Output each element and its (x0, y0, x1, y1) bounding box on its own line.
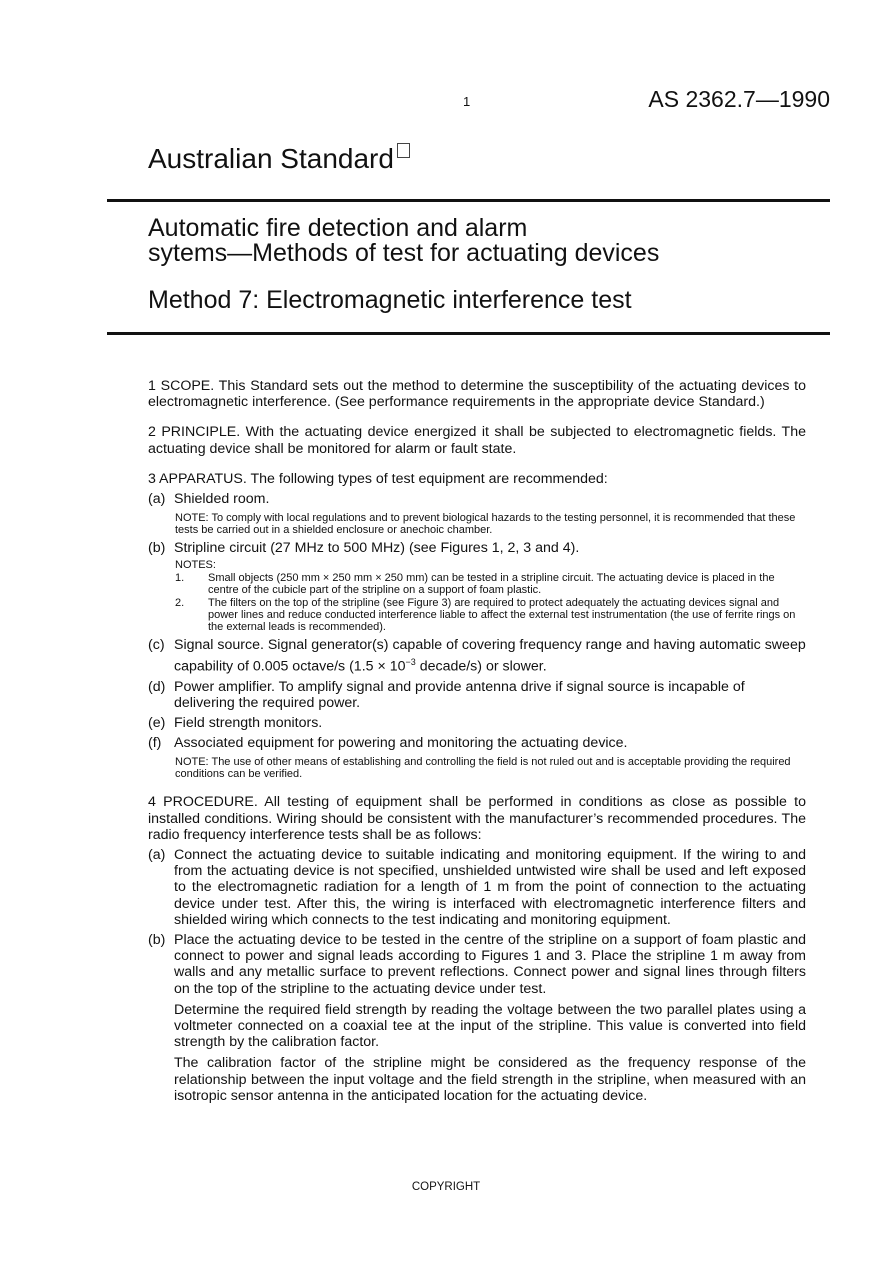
item-text: Shielded room. (174, 491, 270, 508)
bottom-rule (107, 332, 830, 335)
item-label: (b) (148, 540, 166, 557)
page-number: 1 (463, 94, 471, 109)
standard-label: Australian Standard (148, 143, 394, 174)
apparatus-item-f (148, 735, 806, 751)
item-paragraph: Place the actuating device to be tested in the centre of the stripline on a support of foam plastic and connect to power and signal leads according to Figures 1 and 3. Place the stripline 1 m away from walls and any metallic surface to prevent reflections. Connect power and signal lines through filters on the top of the stripline to the actuating device under test. (174, 932, 806, 997)
item-label: (c) (148, 637, 165, 654)
scope-section: 1 SCOPE. This Standard sets out the method to determine the susceptibility of the actuating devices to electromagnetic interference. (See performance requirements in the appropriate device Standard.) (148, 378, 806, 411)
title-line-2: sytems—Methods of test for actuating devices (148, 239, 660, 267)
note-a: NOTE: To comply with local regulations and to prevent biological hazards to the testing personnel, it is recommended that these tests be carried out in a shielded enclosure or anechoic chamber. (175, 512, 796, 537)
item-text: Connect the actuating device to suitable indicating and monitoring equipment. If the wiring to and from the actuating device is not specified, unshielded untwisted wire shall be used and left exposed to the electromagnetic radiation for a length of 1 m from the point of connection to the actuating device under test. After this, the wiring is interfaced with electromagnetic interference filters and shielded wiring which connects to the test indicating and monitoring equipment. (174, 846, 806, 928)
procedure-intro: 4 PROCEDURE. All testing of equipment shall be performed in conditions as close as possible to installed conditions. Wiring should be consistent with the manufacturer’s recommended procedures. The radio frequency interference tests shall be as follows: (148, 794, 806, 843)
note-item (175, 572, 806, 596)
item-label: (a) (148, 846, 166, 863)
principle-section: 2 PRINCIPLE. With the actuating device energized it shall be subjected to electromagnetic fields. The actuating device shall be monitored for alarm or fault state. (148, 424, 806, 457)
note-number: 2. (175, 597, 185, 610)
item-label: (a) (148, 491, 166, 508)
item-paragraph: Determine the required field strength by reading the voltage between the two parallel plates using a voltmeter connected on a coaxial tee at the input of the stripline. This value is converted into field strength by the calibration factor. (174, 1001, 806, 1051)
apparatus-item-a (148, 491, 806, 507)
note-item (175, 597, 806, 633)
item-text: Associated equipment for powering and monitoring the actuating device. (174, 735, 628, 752)
apparatus-item-c (148, 637, 806, 674)
apparatus-intro: 3 APPARATUS. The following types of test equipment are recommended: (148, 470, 608, 487)
registered-mark-icon (397, 143, 410, 158)
notes-b (175, 559, 806, 633)
item-text: Signal source. Signal generator(s) capable of covering frequency range and having automatic sweep capability of 0.005 octave/s (1.5 × 10 (174, 637, 806, 675)
standard-heading (148, 143, 410, 175)
notes-heading: NOTES: (175, 559, 216, 572)
copyright-footer: COPYRIGHT (411, 1181, 481, 1193)
item-text: Stripline circuit (27 MHz to 500 MHz) (see Figures 1, 2, 3 and 4). (174, 540, 580, 557)
method-title: Method 7: Electromagnetic interference test (148, 286, 632, 314)
note-number: 1. (175, 572, 185, 585)
title-line-1: Automatic fire detection and alarm (148, 214, 528, 242)
note-text: Small objects (250 mm × 250 mm × 250 mm) can be tested in a stripline circuit. The actuating device is placed in the centre of the cubicle part of the stripline on a support of foam plastic. (208, 572, 775, 597)
document-title (148, 216, 788, 266)
item-text-end: decade/s) or slower. (415, 658, 547, 675)
procedure-item-a (148, 847, 806, 928)
item-label: (f) (148, 735, 162, 752)
note-text: The filters on the top of the stripline (see Figure 3) are required to protect adequately the actuating devices signal and power lines and reduce conducted interference liable to affect the external test instrumentation (the use of ferrite rings on the external leads is recommended). (208, 597, 796, 634)
note-f: NOTE: The use of other means of establishing and controlling the field is not ruled out and is acceptable providing the required conditions can be verified. (175, 756, 791, 781)
apparatus-item-d (148, 679, 806, 711)
top-rule (107, 199, 830, 202)
item-text: Power amplifier. To amplify signal and provide antenna drive if signal source is incapable of delivering the required power. (174, 678, 745, 711)
item-label: (b) (148, 932, 166, 948)
apparatus-item-b (148, 540, 806, 556)
item-paragraph: The calibration factor of the stripline might be considered as the frequency response of the relationship between the input voltage and the field strength in the stripline, when measured with an isotropic sensor antenna in the anticipated location for the actuating device. (174, 1055, 806, 1104)
item-label: (e) (148, 714, 166, 731)
document-body (148, 378, 806, 1104)
apparatus-item-e (148, 715, 806, 731)
item-label: (d) (148, 678, 166, 695)
document-number: AS 2362.7—1990 (648, 86, 830, 112)
item-text: Field strength monitors. (174, 714, 323, 731)
procedure-item-b (148, 932, 806, 1104)
exponent: −3 (405, 656, 416, 667)
